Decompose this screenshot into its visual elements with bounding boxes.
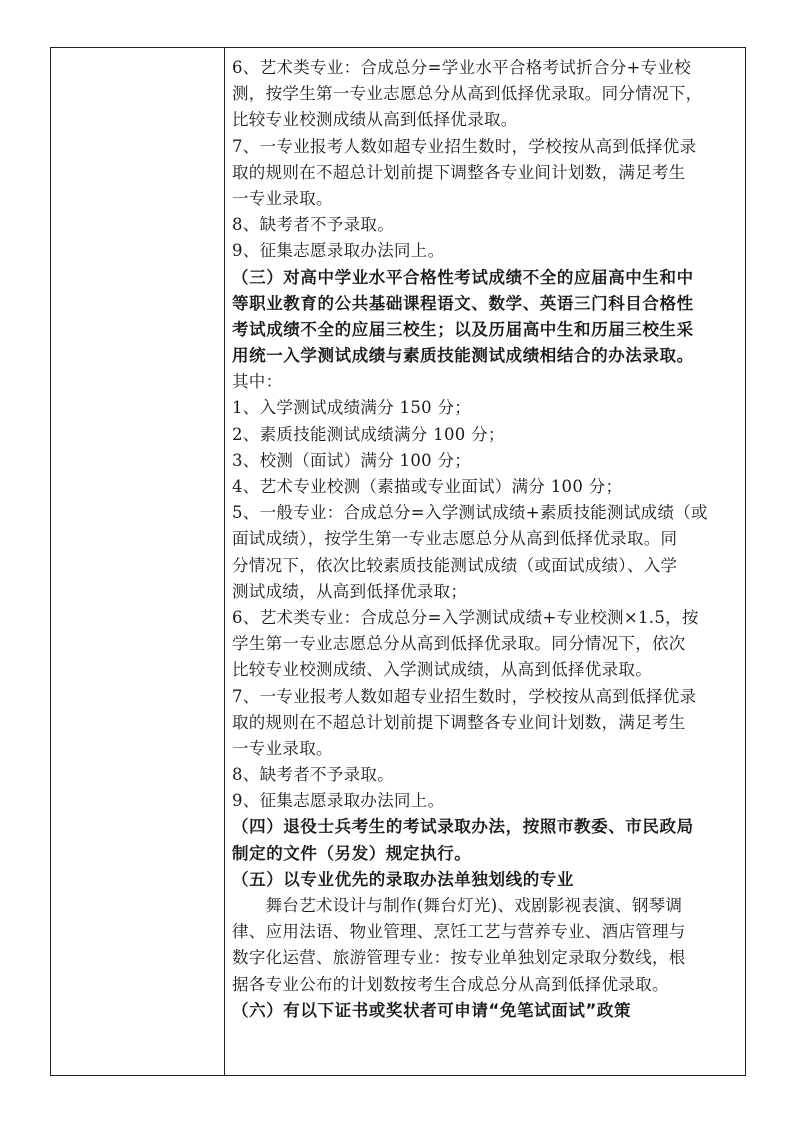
- text-line: 8、缺考者不予录取。: [232, 215, 394, 235]
- text-line: 其中：: [232, 372, 283, 392]
- text-line: 取的规则在不超总计划前提下调整各专业间计划数，满足考生: [232, 712, 686, 732]
- text-line: 数字化运营、旅游管理专业：按专业单独划定录取分数线，根: [232, 948, 686, 968]
- text-line: 3、校测（面试）满分 100 分；: [232, 450, 472, 470]
- text-line: 7、一专业报考人数如超专业招生数时，学校按从高到低择优录: [232, 686, 697, 706]
- text-line: 律、应用法语、物业管理、烹饪工艺与营养专业、酒店管理与: [232, 922, 686, 942]
- section-heading-line: 考试成绩不全的应届三校生；以及历届高中生和历届三校生采: [232, 319, 694, 339]
- text-line: 面试成绩），按学生第一专业志愿总分从高到低择优录取。同: [232, 529, 678, 549]
- text-line: 一专业录取。: [232, 738, 333, 758]
- section-heading-line: （三）对高中学业水平合格性考试成绩不全的应届高中生和中: [232, 267, 694, 287]
- section-heading-line: 制定的文件（另发）规定执行。: [232, 843, 472, 863]
- text-line: 7、一专业报考人数如超专业招生数时，学校按从高到低择优录: [232, 136, 697, 156]
- table-left-cell: [51, 48, 225, 1075]
- text-line: 5、一般专业：合成总分=入学测试成绩+素质技能测试成绩（或: [232, 503, 708, 523]
- text-line: 比较专业校测成绩从高到低择优录取。: [232, 110, 518, 130]
- text-line: 比较专业校测成绩、入学测试成绩，从高到低择优录取。: [232, 660, 652, 680]
- text-line: 测，按学生第一专业志愿总分从高到低择优录取。同分情况下，: [232, 84, 703, 104]
- text-line: 据各专业公布的计划数按考生合成总分从高到低择优录取。: [232, 974, 669, 994]
- section-heading-line: （四）退役士兵考生的考试录取办法，按照市教委、市民政局: [232, 817, 694, 837]
- text-line: 8、缺考者不予录取。: [232, 765, 394, 785]
- text-line: 取的规则在不超总计划前提下调整各专业间计划数，满足考生: [232, 162, 686, 182]
- text-line: 分情况下，依次比较素质技能测试成绩（或面试成绩）、入学: [232, 555, 678, 575]
- text-line: 9、征集志愿录取办法同上。: [232, 791, 445, 811]
- text-line: 1、入学测试成绩满分 150 分；: [232, 398, 472, 418]
- section-heading-line: 用统一入学测试成绩与素质技能测试成绩相结合的办法录取。: [232, 346, 694, 366]
- text-line: 一专业录取。: [232, 188, 333, 208]
- text-line: 学生第一专业志愿总分从高到低择优录取。同分情况下，依次: [232, 634, 686, 654]
- text-line: 测试成绩，从高到低择优录取；: [232, 581, 468, 601]
- text-line: 2、素质技能测试成绩满分 100 分；: [232, 424, 505, 444]
- text-line: 4、艺术专业校测（素描或专业面试）满分 100 分；: [232, 477, 623, 496]
- section-heading-line: （五）以专业优先的录取办法单独划线的专业: [232, 869, 574, 889]
- section-heading-line: （六）有以下证书或奖状者可申请“免笔试面试”政策: [232, 1000, 632, 1020]
- section-heading-line: 等职业教育的公共基础课程语文、数学、英语三门科目合格性: [232, 293, 694, 313]
- text-line: 9、征集志愿录取办法同上。: [232, 241, 445, 261]
- document-table: [50, 47, 746, 1076]
- table-content-cell: [232, 55, 740, 1024]
- text-line: 舞台艺术设计与制作(舞台灯光)、戏剧影视表演、钢琴调: [232, 896, 683, 915]
- text-line: 6、艺术类专业：合成总分=学业水平合格考试折合分+专业校: [232, 58, 692, 77]
- text-line: 6、艺术类专业：合成总分=入学测试成绩+专业校测×1.5，按: [232, 607, 699, 627]
